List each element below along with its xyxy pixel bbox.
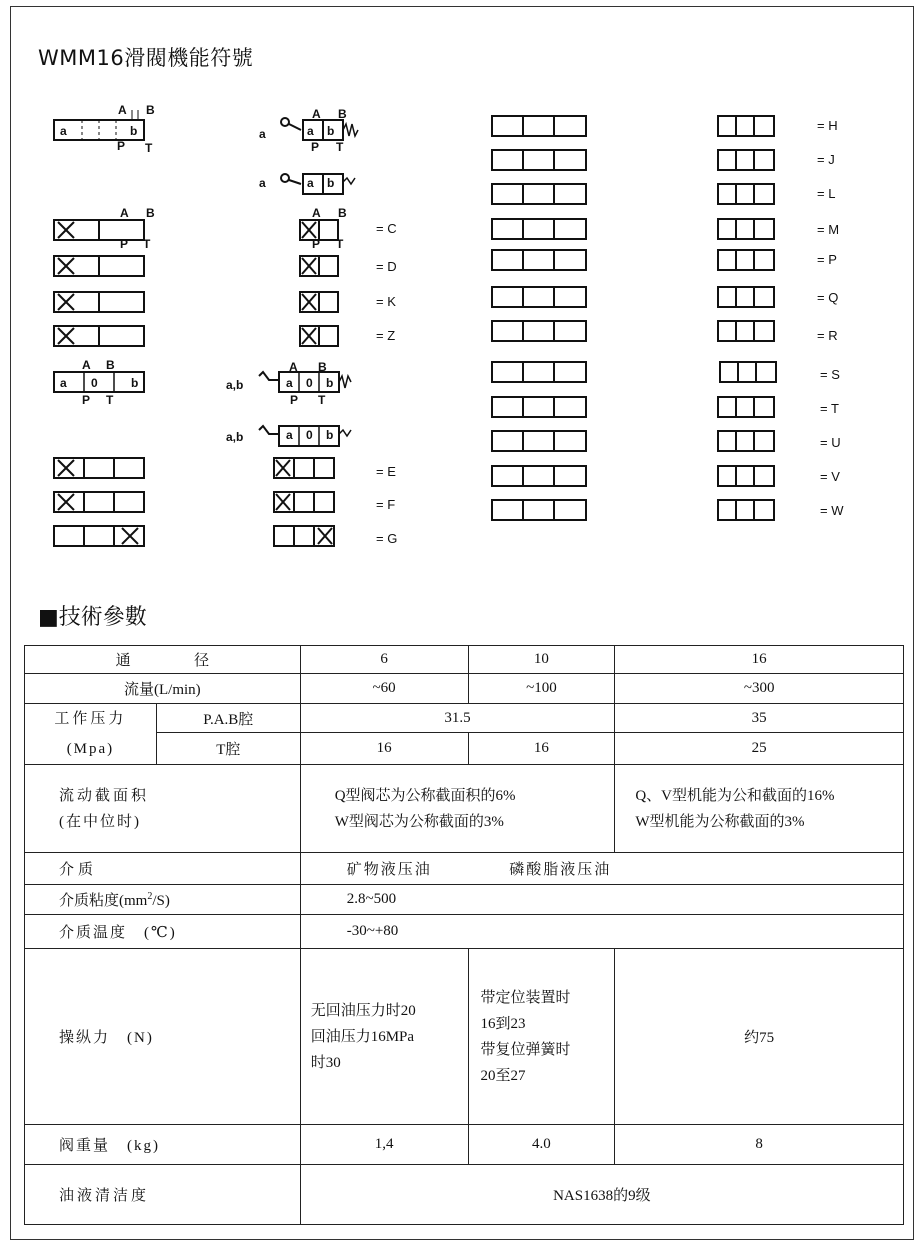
port-b-label: B — [146, 206, 155, 220]
three-position-lever-valve-symbol — [255, 362, 355, 402]
table-row — [25, 733, 904, 765]
port-a-label: A — [312, 206, 321, 220]
spool-a-label: a — [307, 124, 314, 138]
port-a-label: A — [120, 206, 129, 220]
spool-b-label: b — [327, 124, 335, 138]
viscosity-label-prefix: 介质粘度(mm — [59, 893, 148, 909]
spool-0-label: 0 — [306, 428, 313, 442]
diameter-10: 10 — [468, 646, 615, 674]
code-w: = W — [820, 503, 844, 518]
force-10-line-3: 带复位弹簧时 — [480, 1041, 571, 1058]
force-label: 操纵力 (N) — [25, 949, 301, 1125]
lever-detent-valve-symbol — [275, 166, 365, 200]
temperature-value: -30~+80 — [300, 915, 903, 949]
force-10 — [468, 949, 615, 1125]
port-t-label: T — [336, 140, 344, 154]
pressure-label-1: 工作压力 — [54, 711, 127, 727]
table-row — [25, 704, 904, 733]
pab-label: P.A.B腔 — [156, 704, 300, 733]
port-p-label: P — [290, 393, 299, 407]
spool-0-label: 0 — [306, 376, 313, 390]
weight-10: 4.0 — [468, 1125, 615, 1165]
lever-a-label: a — [259, 127, 266, 141]
table-row — [25, 915, 904, 949]
pab-small: 31.5 — [300, 704, 615, 733]
port-p-label: P — [82, 393, 91, 407]
code-v: = V — [820, 469, 840, 484]
force-6-line-2: 回油压力16MPa — [310, 1028, 415, 1045]
code-h: = H — [817, 118, 838, 133]
table-row — [25, 1125, 904, 1165]
three-position-function-small-symbols-right — [716, 112, 780, 522]
t-16: 25 — [615, 733, 904, 765]
table-row — [25, 853, 904, 885]
spool-b-label: b — [131, 376, 139, 390]
diameter-16: 16 — [615, 646, 904, 674]
table-row — [25, 1165, 904, 1225]
pressure-label-2: (Mpa) — [66, 741, 115, 757]
weight-16: 8 — [615, 1125, 904, 1165]
lever-a-label: a — [259, 176, 266, 190]
flow-area-label-2: (在中位时) — [59, 813, 141, 830]
port-t-label: T — [145, 141, 153, 155]
spool-a-label: a — [307, 176, 314, 190]
lever-ab-label: a,b — [226, 430, 244, 444]
flow-area-large-1: Q、V型机能为公和截面的16% — [635, 787, 835, 804]
viscosity-value: 2.8~500 — [300, 885, 903, 915]
code-e: = E — [376, 464, 396, 479]
diameter-label-1: 通 — [115, 653, 131, 669]
table-row — [25, 765, 904, 853]
code-j: = J — [817, 152, 835, 167]
port-t-label: T — [143, 237, 151, 251]
medium-value-1: 矿物液压油 — [346, 862, 432, 878]
code-p: = P — [817, 252, 837, 267]
flow-area-label-1: 流动截面积 — [59, 787, 150, 804]
temperature-label: 介质温度 (℃) — [25, 915, 301, 949]
code-m: = M — [817, 222, 840, 237]
two-position-function-symbols — [52, 214, 152, 354]
t-10: 16 — [468, 733, 615, 765]
table-row — [25, 674, 904, 704]
three-position-function-symbols — [52, 454, 152, 554]
port-p-label: P — [117, 139, 126, 153]
code-z: = Z — [376, 328, 396, 343]
flow-area-small-1: Q型阀芯为公称截面积的6% — [334, 787, 516, 804]
flow-area-small — [300, 765, 615, 853]
three-position-detent-valve-symbol — [255, 420, 355, 454]
spool-b-label: b — [327, 176, 335, 190]
code-q: = Q — [817, 290, 839, 305]
port-a-label: A — [118, 103, 127, 117]
table-row — [25, 885, 904, 915]
spool-b-label: b — [326, 376, 334, 390]
flow-area-label — [25, 765, 301, 853]
pab-16: 35 — [615, 704, 904, 733]
table-row — [25, 949, 904, 1125]
section-title: ■技術參數 — [38, 605, 147, 630]
force-10-line-2: 16到23 — [480, 1015, 526, 1032]
port-t-label: T — [318, 393, 326, 407]
weight-label: 阀重量 (kg) — [25, 1125, 301, 1165]
port-p-label: P — [312, 237, 321, 251]
flow-area-large-2: W型机能为公称截面的3% — [635, 813, 805, 830]
three-position-function-small-symbols — [272, 454, 342, 554]
code-l: = L — [817, 186, 836, 201]
spool-a-label: a — [60, 376, 67, 390]
viscosity-label-sup: 2 — [147, 891, 153, 902]
three-position-function-symbols-right — [490, 112, 590, 522]
force-10-line-1: 带定位装置时 — [480, 989, 571, 1006]
code-d: = D — [376, 259, 397, 274]
cleanliness-label: 油液清洁度 — [25, 1165, 301, 1225]
port-b-label: B — [338, 206, 347, 220]
port-b-label: B — [106, 358, 115, 372]
flow-area-large — [615, 765, 904, 853]
code-f: = F — [376, 497, 396, 512]
spool-a-label: a — [286, 428, 293, 442]
spool-0-label: 0 — [91, 376, 98, 390]
spool-a-label: a — [60, 124, 67, 138]
port-a-label: A — [312, 107, 321, 121]
t-6: 16 — [300, 733, 468, 765]
force-6 — [300, 949, 468, 1125]
two-position-function-small-symbols — [298, 214, 348, 354]
diameter-6: 6 — [300, 646, 468, 674]
port-p-label: P — [311, 140, 320, 154]
spool-b-label: b — [130, 124, 138, 138]
port-t-label: T — [106, 393, 114, 407]
code-r: = R — [817, 328, 838, 343]
weight-6: 1,4 — [300, 1125, 468, 1165]
port-b-label: B — [146, 103, 155, 117]
code-s: = S — [820, 367, 840, 382]
force-6-line-1: 无回油压力时20 — [310, 1002, 416, 1019]
port-b-label: B — [318, 360, 327, 374]
flow-area-small-2: W型阀芯为公称截面的3% — [334, 813, 504, 830]
pressure-label — [25, 704, 157, 765]
port-a-label: A — [289, 360, 298, 374]
flow-10: ~100 — [468, 674, 615, 704]
medium-label: 介质 — [25, 853, 301, 885]
port-a-label: A — [82, 358, 91, 372]
flow-16: ~300 — [615, 674, 904, 704]
port-t-label: T — [336, 237, 344, 251]
port-b-label: B — [338, 107, 347, 121]
force-10-line-4: 20至27 — [480, 1067, 526, 1084]
table-row — [25, 646, 904, 674]
code-u: = U — [820, 435, 841, 450]
viscosity-label — [25, 885, 301, 915]
medium-value-2: 磷酸脂液压油 — [509, 862, 612, 878]
code-c: = C — [376, 221, 397, 236]
t-label: T腔 — [156, 733, 300, 765]
force-6-line-3: 时30 — [310, 1054, 341, 1071]
page-title: WMM16滑閥機能符號 — [38, 46, 254, 70]
code-k: = K — [376, 294, 396, 309]
flow-6: ~60 — [300, 674, 468, 704]
spec-table — [24, 645, 904, 1225]
spool-a-label: a — [286, 376, 293, 390]
medium-value — [300, 853, 903, 885]
flow-label: 流量(L/min) — [25, 674, 301, 704]
diameter-label-2: 径 — [194, 653, 210, 669]
lever-ab-label: a,b — [226, 378, 244, 392]
spool-b-label: b — [326, 428, 334, 442]
diameter-label — [25, 646, 301, 674]
force-16: 约75 — [615, 949, 904, 1125]
code-g: = G — [376, 531, 398, 546]
cleanliness-value: NAS1638的9级 — [300, 1165, 903, 1225]
viscosity-label-suffix: /S) — [152, 893, 170, 909]
port-p-label: P — [120, 237, 129, 251]
code-t: = T — [820, 401, 839, 416]
